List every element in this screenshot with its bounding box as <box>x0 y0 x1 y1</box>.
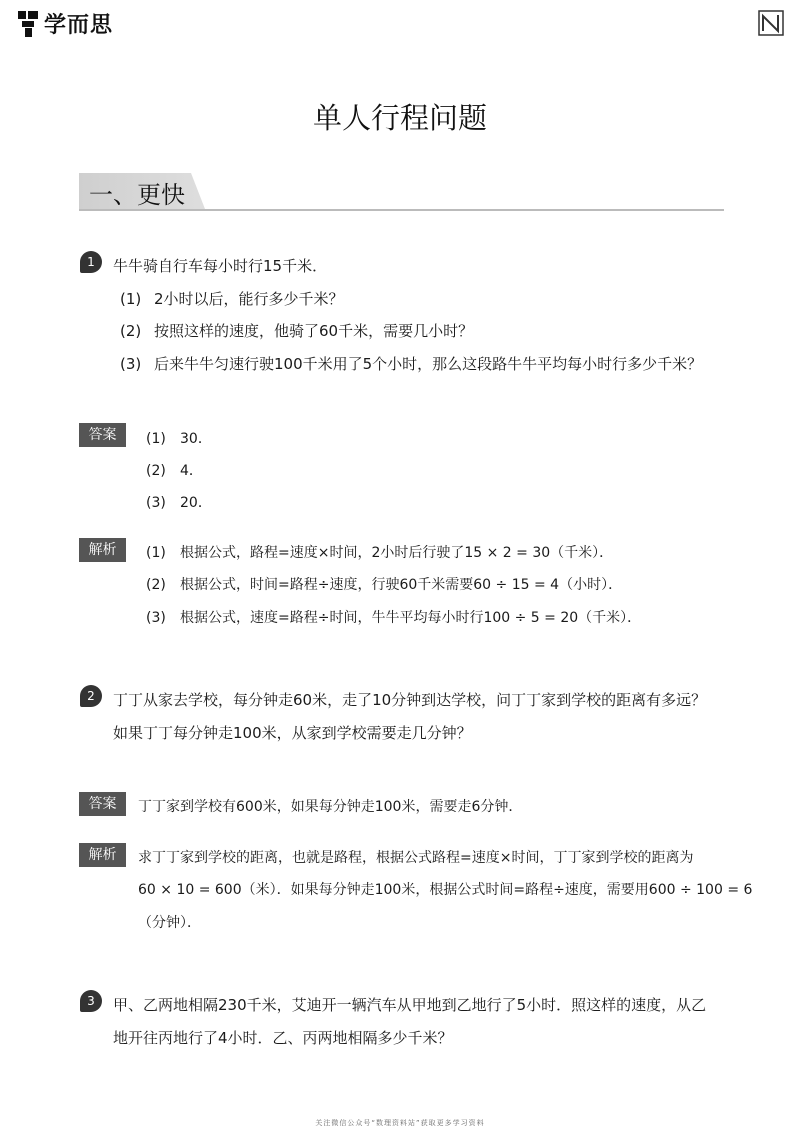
analysis-number: (1) <box>146 545 166 561</box>
part-number: (1) <box>120 290 142 308</box>
answer-label: 答案 <box>79 423 126 447</box>
part-number: (2) <box>120 322 142 340</box>
analysis-line: 求丁丁家到学校的距离，也就是路程，根据公式路程=速度×时间，丁丁家到学校的距离为 <box>138 850 694 866</box>
answer-text: 30． <box>180 431 212 447</box>
part-text: 2小时以后，能行多少千米？ <box>154 290 344 308</box>
question-number-badge: 3 <box>80 990 102 1012</box>
publisher-mark-icon <box>758 10 784 36</box>
analysis-text: 根据公式，速度=路程÷时间，牛牛平均每小时行100 ÷ 5 = 20（千米）． <box>180 610 642 626</box>
section-heading-bar <box>79 173 724 211</box>
question-part <box>120 320 473 341</box>
analysis-line <box>146 574 622 594</box>
analysis-label: 解析 <box>79 538 126 562</box>
analysis-line <box>146 542 613 562</box>
analysis-label: 解析 <box>79 843 126 867</box>
question-line: 甲、乙两地相隔230千米，艾迪开一辆汽车从甲地到乙地行了5小时．照这样的速度，从乙 <box>113 996 707 1014</box>
page-title: 单人行程问题 <box>312 101 487 135</box>
question-number-badge: 1 <box>80 251 102 273</box>
logo-text: 学而思 <box>44 13 114 38</box>
question-part <box>120 353 702 374</box>
answer-line <box>146 428 212 448</box>
logo-mark-icon <box>18 11 40 37</box>
brand-logo <box>18 8 113 39</box>
analysis-line <box>146 607 641 627</box>
question-number-badge: 2 <box>80 685 102 707</box>
part-text: 后来牛牛匀速行驶100千米用了5个小时，那么这段路牛牛平均每小时行多少千米？ <box>154 355 703 373</box>
answer-line <box>146 492 212 512</box>
answer-number: (2) <box>146 463 166 479</box>
analysis-line: （分钟）． <box>138 915 201 931</box>
answer-label: 答案 <box>79 792 126 816</box>
question-line: 如果丁丁每分钟走100米，从家到学校需要走几分钟？ <box>113 724 472 742</box>
analysis-text: 根据公式，路程=速度×时间，2小时后行驶了15 × 2 = 30（千米）． <box>180 545 614 561</box>
analysis-line: 60 × 10 = 600（米）．如果每分钟走100米，根据公式时间=路程÷速度，需要用600 ÷ 100 = 6 <box>138 882 753 898</box>
answer-line <box>146 460 203 480</box>
answer-number: (3) <box>146 495 166 511</box>
answer-text: 丁丁家到学校有600米，如果每分钟走100米，需要走6分钟． <box>138 799 523 815</box>
answer-number: (1) <box>146 431 166 447</box>
answer-text: 20． <box>180 495 212 511</box>
analysis-number: (3) <box>146 610 166 626</box>
question-line: 丁丁从家去学校，每分钟走60米，走了10分钟到达学校，问丁丁家到学校的距离有多远？ <box>113 691 707 709</box>
footer-note: 关注微信公众号“数理资料站”获取更多学习资料 <box>315 1119 485 1127</box>
answer-text: 4． <box>180 463 203 479</box>
analysis-text: 根据公式，时间=路程÷速度，行驶60千米需要60 ÷ 15 = 4（小时）． <box>180 577 623 593</box>
part-number: (3) <box>120 355 142 373</box>
question-stem: 牛牛骑自行车每小时行15千米． <box>113 257 328 275</box>
section-heading: 一、更快 <box>89 181 185 209</box>
question-line: 地开往丙地行了4小时．乙、丙两地相隔多少千米？ <box>113 1029 453 1047</box>
analysis-number: (2) <box>146 577 166 593</box>
question-part <box>120 288 344 309</box>
part-text: 按照这样的速度，他骑了60千米，需要几小时？ <box>154 322 474 340</box>
